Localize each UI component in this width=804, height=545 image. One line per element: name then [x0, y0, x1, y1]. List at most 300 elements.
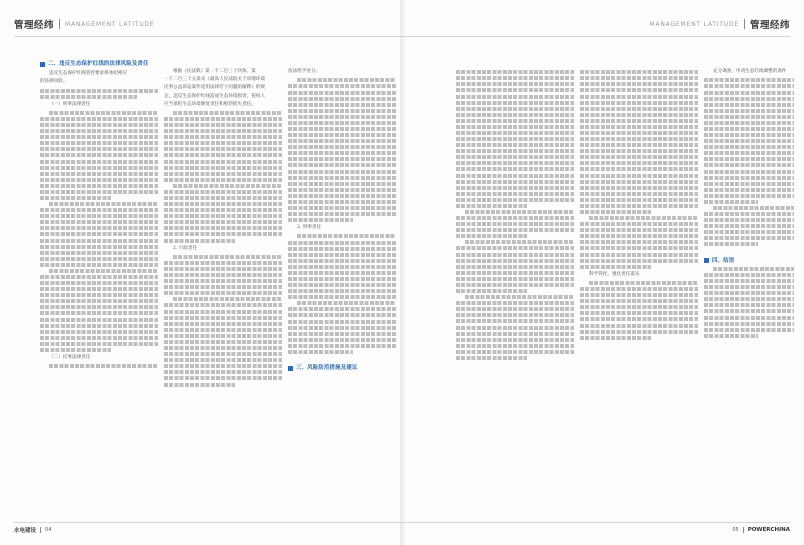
body-text-line [164, 346, 282, 350]
body-text-line [704, 188, 794, 192]
body-text-line [164, 273, 282, 277]
body-text-line [704, 127, 794, 131]
body-line: 违反生态保护红线管控要求将承担相应 [49, 71, 128, 77]
body-text-line [173, 111, 282, 115]
body-text-line [164, 226, 282, 230]
body-text-line [456, 125, 574, 129]
body-text-line [456, 161, 574, 165]
body-text-line [40, 287, 158, 291]
body-text-line [164, 358, 282, 362]
section-bullet-icon [288, 366, 293, 371]
body-text-line [164, 208, 282, 212]
body-text-line [704, 291, 794, 295]
body-text-line [456, 271, 574, 275]
body-text-line [288, 97, 396, 101]
header-separator [59, 19, 60, 29]
body-text-line [40, 220, 158, 224]
body-text-line [164, 117, 282, 121]
body-text-line [164, 303, 282, 307]
body-text-line [580, 174, 698, 178]
body-text-line [164, 285, 282, 289]
left-column-2 [164, 60, 282, 389]
left-header [14, 16, 154, 32]
body-text-line [456, 283, 574, 287]
body-text-line [580, 137, 698, 141]
body-text-line [297, 78, 396, 82]
body-text-line [164, 123, 282, 127]
body-text-line [713, 206, 794, 210]
body-text-line [580, 76, 698, 80]
body-text-line [456, 216, 574, 220]
body-text-line [704, 285, 794, 289]
body-text-line [456, 143, 574, 147]
body-text-line [580, 95, 698, 99]
body-text-line [704, 309, 794, 313]
section-heading [40, 60, 158, 68]
body-text-line [164, 328, 282, 332]
body-text-line [40, 263, 158, 267]
body-text-line [40, 123, 158, 127]
body-text-line [580, 70, 698, 74]
body-text-line [704, 212, 794, 216]
body-text-line [580, 113, 698, 117]
body-text-line [580, 311, 698, 315]
body-text-line [580, 234, 698, 238]
body-text-line [288, 84, 396, 88]
right-footer [732, 525, 790, 535]
body-text-line [704, 97, 794, 101]
body-text-line [164, 316, 282, 320]
section-heading [288, 364, 396, 372]
body-text-line [288, 350, 353, 354]
body-text-line [704, 242, 758, 246]
body-text-line [580, 210, 651, 214]
body-text-line [40, 299, 158, 303]
body-text-line [465, 295, 574, 299]
body-text-line [164, 232, 282, 236]
body-text-line [580, 305, 698, 309]
body-text-line [580, 336, 651, 340]
body-text-line [288, 151, 396, 155]
body-text-line [456, 259, 574, 263]
body-text-line [456, 113, 574, 117]
body-text-line [704, 334, 758, 338]
body-text-line [164, 267, 282, 271]
body-text-line [40, 160, 158, 164]
body-text-line [456, 180, 574, 184]
body-text-line [288, 283, 396, 287]
body-text-line [40, 89, 158, 93]
body-text-line [288, 307, 396, 311]
body-text-line [580, 246, 698, 250]
body-text-line [173, 184, 282, 188]
right-column-3 [704, 60, 794, 340]
body-text-line [164, 364, 282, 368]
body-text-line [704, 322, 794, 326]
body-text-line [40, 208, 158, 212]
body-text-line [456, 338, 574, 342]
body-text-line [704, 279, 794, 283]
body-text-line [456, 356, 527, 360]
body-line: 定，违反生态保护红线造成生态环境损害，侵权人 [164, 93, 266, 99]
body-text-line [580, 101, 698, 105]
subheading: 2. 行政责任 [173, 245, 198, 251]
left-column-3 [288, 60, 396, 374]
body-text-line [704, 303, 794, 307]
body-text-line [704, 84, 794, 88]
body-text-line [465, 210, 574, 214]
body-text-line [704, 182, 794, 186]
body-text-line [704, 236, 794, 240]
body-text-line [288, 103, 396, 107]
body-text-line [456, 76, 574, 80]
body-text-line [580, 293, 698, 297]
body-text-line [288, 259, 396, 263]
body-text-line [40, 293, 158, 297]
body-text-line [456, 326, 574, 330]
body-text-line [40, 178, 158, 182]
body-text-line [40, 342, 158, 346]
body-text-line [164, 261, 282, 265]
body-text-line [40, 330, 158, 334]
body-text-line [456, 95, 574, 99]
body-text-line [704, 151, 794, 155]
body-text-line [40, 117, 158, 121]
body-text-line [456, 88, 574, 92]
body-text-line [40, 311, 158, 315]
section-bullet-icon [40, 62, 45, 67]
body-text-line [288, 247, 396, 251]
body-text-line [456, 155, 574, 159]
body-text-line [288, 121, 396, 125]
body-text-line [456, 253, 574, 257]
body-text-line [580, 330, 698, 334]
body-text-line [456, 137, 574, 141]
footer-brand: POWERCHINA [747, 527, 790, 533]
body-text-line [288, 313, 396, 317]
body-text-line [704, 273, 794, 277]
body-text-line [465, 240, 574, 244]
body-text-line [456, 313, 574, 317]
body-text-line [456, 167, 574, 171]
right-header-subtitle: MANAGEMENT LATITUDE [649, 20, 739, 28]
body-text-line [164, 220, 282, 224]
body-text-line [456, 192, 574, 196]
body-line: 的法律风险。 [40, 79, 68, 85]
body-text-line [704, 109, 794, 113]
body-text-line [580, 149, 698, 153]
body-text-line [288, 200, 396, 204]
body-text-line [40, 190, 158, 194]
body-text-line [580, 88, 698, 92]
subheading: （二）民事法律责任 [49, 355, 91, 361]
body-line: 一千二百三十五条及《最高人民法院关于审理环境 [164, 77, 266, 83]
body-text-line [456, 319, 574, 323]
body-text-line [704, 78, 794, 82]
body-text-line [40, 318, 158, 322]
body-text-line [704, 157, 794, 161]
body-text-line [164, 153, 282, 157]
footer-separator [743, 527, 744, 533]
body-text-line [164, 310, 282, 314]
body-text-line [580, 186, 698, 190]
body-text-line [164, 172, 282, 176]
body-text-line [456, 174, 574, 178]
body-text-line [580, 253, 698, 257]
body-text-line [288, 320, 396, 324]
body-text-line [580, 265, 651, 269]
body-text-line [456, 228, 574, 232]
body-text-line [288, 206, 396, 210]
body-text-line [164, 383, 235, 387]
body-text-line [173, 255, 282, 259]
body-text-line [40, 275, 158, 279]
body-text-line [580, 287, 698, 291]
body-text-line [704, 133, 794, 137]
body-text-line [164, 279, 282, 283]
body-text-line [288, 289, 396, 293]
body-text-line [164, 370, 282, 374]
body-text-line [704, 170, 794, 174]
body-text-line [704, 200, 758, 204]
body-text-line [580, 161, 698, 165]
body-text-line [40, 184, 158, 188]
body-text-line [704, 218, 794, 222]
body-text-line [704, 328, 794, 332]
body-text-line [164, 190, 282, 194]
body-text-line [164, 340, 282, 344]
body-text-line [164, 166, 282, 170]
footer-brand: 水电建设 [14, 528, 37, 534]
body-text-line [704, 194, 794, 198]
body-text-line [456, 234, 527, 238]
footer-rule [14, 522, 402, 523]
right-column-1 [456, 60, 574, 362]
body-text-line [704, 121, 794, 125]
body-text-line [456, 350, 574, 354]
body-text-line [704, 145, 794, 149]
body-text-line [164, 178, 282, 182]
body-text-line [40, 129, 158, 133]
body-text-line [456, 131, 574, 135]
body-text-line [40, 348, 111, 352]
body-text-line [49, 269, 158, 273]
body-text-line [589, 281, 698, 285]
section-heading-text: 四、结语 [712, 257, 735, 264]
body-text-line [288, 332, 396, 336]
page-number: 05 [732, 527, 739, 533]
body-text-line [580, 299, 698, 303]
body-text-line [164, 214, 282, 218]
body-text-line [580, 155, 698, 159]
body-text-line [288, 127, 396, 131]
body-line: 根据《民法典》第一千二百三十四条、第 [173, 69, 256, 75]
body-text-line [164, 135, 282, 139]
body-text-line [288, 163, 396, 167]
body-text-line [456, 289, 527, 293]
body-text-line [288, 241, 396, 245]
subheading: 2. 刑事责任 [297, 225, 322, 231]
left-column-1 [40, 60, 158, 370]
body-text-line [456, 344, 574, 348]
body-text-line [456, 107, 574, 111]
body-text-line [40, 281, 158, 285]
body-text-line [704, 139, 794, 143]
body-text-line [456, 119, 574, 123]
footer-rule [402, 522, 790, 523]
body-text-line [164, 129, 282, 133]
body-text-line [40, 305, 158, 309]
body-text-line [580, 198, 698, 202]
body-text-line [704, 230, 794, 234]
section-heading-text: 二、违反生态保护红线的法律风险及责任 [48, 61, 149, 67]
body-text-line [164, 202, 282, 206]
body-text-line [456, 101, 574, 105]
body-text-line [49, 111, 158, 115]
body-text-line [704, 176, 794, 180]
left-header-title: 管理经纬 [14, 20, 55, 31]
body-text-line [456, 246, 574, 250]
body-text-line [164, 291, 282, 295]
body-text-line [49, 364, 158, 368]
body-text-line [580, 180, 698, 184]
body-text-line [40, 232, 158, 236]
body-text-line [456, 149, 574, 153]
body-text-line [456, 186, 574, 190]
body-text-line [456, 307, 574, 311]
body-text-line [456, 198, 574, 202]
section-heading [704, 257, 794, 265]
body-text-line [580, 143, 698, 147]
body-text-line [704, 316, 794, 320]
subheading: （一）刑事法律责任 [49, 101, 91, 107]
subheading: 科学管控，强化责任落实 [589, 271, 640, 277]
body-text-line [580, 192, 698, 196]
section-bullet-icon [704, 258, 709, 263]
body-text-line [288, 170, 396, 174]
body-text-line [288, 176, 396, 180]
body-text-line [297, 301, 396, 305]
header-separator [744, 19, 745, 29]
body-text-line [288, 344, 396, 348]
body-text-line [704, 91, 794, 95]
body-text-line [164, 334, 282, 338]
body-text-line [40, 196, 111, 200]
body-text-line [164, 141, 282, 145]
body-text-line [288, 115, 396, 119]
body-text-line [456, 301, 574, 305]
body-text-line [288, 139, 396, 143]
body-text-line [288, 91, 396, 95]
body-text-line [173, 297, 282, 301]
body-text-line [40, 245, 158, 249]
body-text-line [456, 332, 574, 336]
body-line: 充分调查，申请生态红线调整的条件 [713, 69, 787, 75]
body-text-line [288, 271, 396, 275]
body-text-line [40, 153, 158, 157]
right-header-title: 管理经纬 [749, 20, 790, 31]
page-number: 04 [45, 527, 52, 533]
body-text-line [288, 212, 396, 216]
section-heading-text: 三、风险防范措施及建议 [296, 365, 358, 372]
body-text-line [164, 147, 282, 151]
body-text-line [704, 297, 794, 301]
footer-separator [40, 527, 41, 533]
body-text-line [40, 135, 158, 139]
body-text-line [456, 277, 574, 281]
body-text-line [580, 125, 698, 129]
body-text-line [288, 338, 396, 342]
right-header [650, 16, 790, 32]
body-text-line [288, 295, 396, 299]
body-text-line [297, 234, 396, 238]
body-text-line [49, 202, 158, 206]
body-text-line [288, 265, 396, 269]
body-text-line [704, 163, 794, 167]
body-text-line [456, 82, 574, 86]
body-text-line [40, 166, 158, 170]
body-text-line [704, 103, 794, 107]
body-text-line [580, 167, 698, 171]
body-line: 应当承担生态环境修复责任和赔偿损失责任。 [164, 101, 256, 107]
body-text-line [40, 336, 158, 340]
body-text-line [580, 324, 698, 328]
body-text-line [580, 317, 698, 321]
left-header-subtitle: MANAGEMENT LATITUDE [65, 20, 155, 28]
body-text-line [288, 253, 396, 257]
body-text-line [40, 141, 158, 145]
body-text-line [40, 251, 158, 255]
body-text-line [288, 133, 396, 137]
body-text-line [40, 324, 158, 328]
left-footer [14, 525, 51, 535]
body-text-line [580, 204, 698, 208]
body-text-line [580, 259, 698, 263]
body-text-line [580, 119, 698, 123]
body-text-line [704, 224, 794, 228]
body-text-line [580, 131, 698, 135]
body-line: 依法给予处分。 [288, 69, 321, 75]
right-column-2 [580, 60, 698, 342]
body-text-line [164, 160, 282, 164]
body-text-line [164, 352, 282, 356]
body-text-line [40, 226, 158, 230]
body-text-line [456, 222, 574, 226]
body-text-line [164, 196, 282, 200]
body-text-line [288, 277, 396, 281]
body-text-line [164, 322, 282, 326]
body-text-line [288, 194, 396, 198]
body-text-line [456, 265, 574, 269]
body-text-line [704, 115, 794, 119]
body-text-line [580, 228, 698, 232]
header-rule [14, 36, 402, 37]
body-text-line [288, 145, 396, 149]
body-text-line [713, 267, 794, 271]
body-text-line [580, 240, 698, 244]
body-text-line [589, 216, 698, 220]
body-text-line [288, 326, 396, 330]
body-text-line [40, 239, 158, 243]
body-text-line [288, 188, 396, 192]
body-text-line [164, 376, 282, 380]
body-line: 民事公益诉讼案件适用法律若干问题的解释》的规 [164, 85, 266, 91]
body-text-line [40, 214, 158, 218]
header-rule [402, 36, 790, 37]
right-page [402, 0, 804, 545]
body-text-line [40, 172, 158, 176]
body-text-line [288, 109, 396, 113]
